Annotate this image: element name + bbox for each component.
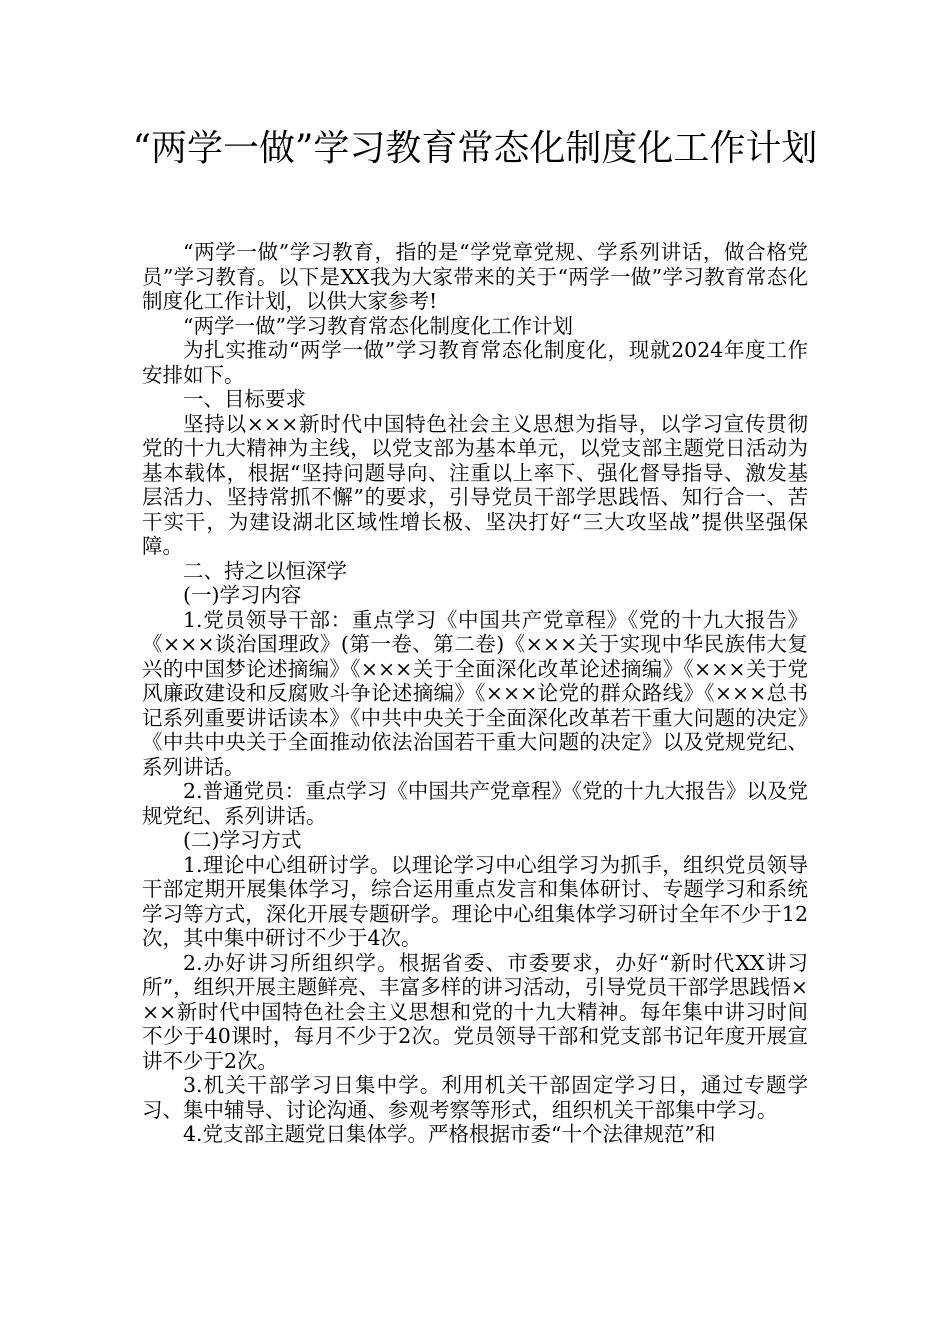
document-title: “两学一做”学习教育常态化制度化工作计划 (132, 128, 818, 169)
section-heading-2: 二、持之以恒深学 (183, 558, 347, 583)
document-body (142, 240, 808, 1147)
paragraph-goals: 坚持以×××新时代中国特色社会主义思想为指导，以学习宣传贯彻党的十九大精神为主线，以党支部为基本单元，以党支部主题党日活动为基本载体，根据“坚持问题导向、注重以上率下、强化督导指导、激发基层活力、坚持常抓不懈”的要求，引导党员干部学思践悟、知行合一、苦干实干，为建设湖北区域性增长极、坚决打好“三大攻坚战”提供坚强保障。 (142, 411, 808, 558)
paragraph-preface: 为扎实推动“两学一做”学习教育常态化制度化，现就2024年度工作安排如下。 (142, 338, 808, 387)
section-heading-1: 一、目标要求 (183, 387, 306, 411)
subsection-heading-content: (一)学习内容 (183, 583, 302, 607)
paragraph-leaders-study: 1.党员领导干部：重点学习《中国共产党章程》《党的十九大报告》《×××谈治国理政》(第一卷、第二卷)《×××关于实现中华民族伟大复兴的中国梦论述摘编》《×××关于全面深化改革论述摘编》《×××关于党风廉政建设和反腐败斗争论述摘编》《×××论党的群众路线》《×××总书记系列重要讲话读本》《中共中央关于全面深化改革若干重大问题的决定》《中共中央关于全面推动依法治国若干重大问题的决定》以及党规党纪、系列讲话。 (142, 607, 808, 779)
subsection-heading-methods: (二)学习方式 (183, 828, 302, 852)
paragraph-method-2: 2.办好讲习所组织学。根据省委、市委要求，办好“新时代XX讲习所”，组织开展主题鲜亮、丰富多样的讲习活动，引导党员干部学思践悟×××新时代中国特色社会主义思想和党的十九大精神。每年集中讲习时间不少于40课时，每月不少于2次。党员领导干部和党支部书记年度开展宣讲不少于2次。 (142, 950, 808, 1073)
paragraph-method-4: 4.党支部主题党日集体学。严格根据市委“十个法律规范”和 (183, 1122, 716, 1146)
paragraph-method-1: 1.理论中心组研讨学。以理论学习中心组学习为抓手，组织党员领导干部定期开展集体学习，综合运用重点发言和集体研讨、专题学习和系统学习等方式，深化开展专题研学。理论中心组集体学习研讨全年不少于12次，其中集中研讨不少于4次。 (142, 852, 808, 950)
paragraph-subtitle: “两学一做”学习教育常态化制度化工作计划 (183, 313, 573, 338)
paragraph-method-3: 3.机关干部学习日集中学。利用机关干部固定学习日，通过专题学习、集中辅导、讨论沟通、参观考察等形式，组织机关干部集中学习。 (142, 1073, 808, 1122)
paragraph-intro: “两学一做”学习教育，指的是“学党章党规、学系列讲话，做合格党员”学习教育。以下是XX我为大家带来的关于“两学一做”学习教育常态化制度化工作计划，以供大家参考! (142, 240, 808, 313)
paragraph-members-study: 2.普通党员：重点学习《中国共产党章程》《党的十九大报告》以及党规党纪、系列讲话。 (142, 779, 808, 828)
